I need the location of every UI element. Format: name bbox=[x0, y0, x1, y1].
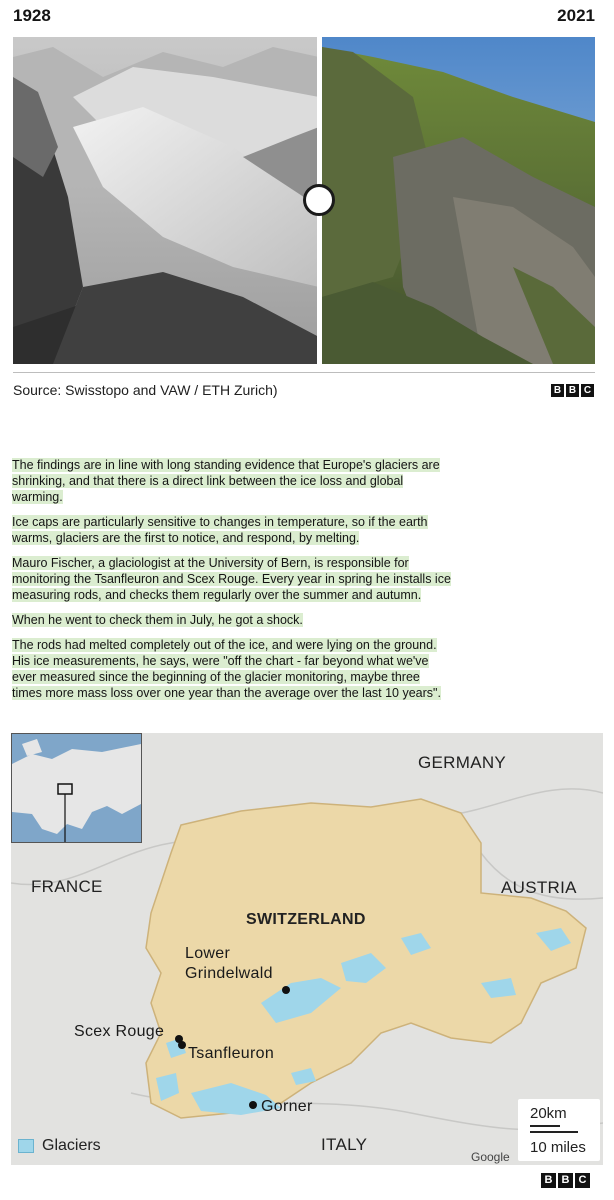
place-label-lower-grindelwald: Lower Grindelwald bbox=[185, 945, 273, 982]
marker-tsanfleuron bbox=[178, 1041, 186, 1049]
bbc-logo-letter: B bbox=[541, 1173, 556, 1188]
glacier-legend-swatch bbox=[18, 1139, 34, 1153]
place-label-scex-rouge: Scex Rouge bbox=[74, 1023, 165, 1040]
legend-label: Glaciers bbox=[42, 1137, 101, 1154]
place-label-gorner: Gorner bbox=[261, 1098, 313, 1115]
country-label-austria: AUSTRIA bbox=[501, 878, 577, 897]
year-2021-label: 2021 bbox=[557, 6, 595, 25]
article-paragraph: Ice caps are particularly sensitive to changes in temperature, so if the earth warms, glaciers are the first to notice, and respond, by melting. bbox=[12, 515, 428, 545]
bbc-logo bbox=[551, 384, 594, 397]
photo-2021 bbox=[322, 37, 595, 364]
article-paragraph: When he went to check them in July, he got a shock. bbox=[12, 613, 303, 627]
bbc-logo-letter: B bbox=[551, 384, 564, 397]
country-label-germany: GERMANY bbox=[418, 753, 507, 772]
bbc-logo bbox=[541, 1173, 590, 1188]
map-attribution: Google bbox=[471, 1150, 510, 1164]
bbc-logo-letter: C bbox=[581, 384, 594, 397]
bbc-logo-letter: B bbox=[558, 1173, 573, 1188]
image-source-caption: Source: Swisstopo and VAW / ETH Zurich) bbox=[13, 382, 278, 398]
article-paragraph: Mauro Fischer, a glaciologist at the University of Bern, is responsible for monitoring the Tsanfleuron and Scex Rouge. Every year in spring he installs ice measuring rods, and checks them regularly over the summer and autumn. bbox=[12, 556, 451, 602]
bbc-logo-letter: C bbox=[575, 1173, 590, 1188]
year-1928-label: 1928 bbox=[13, 6, 51, 25]
article-paragraph: The rods had melted completely out of the ice, and were lying on the ground. His ice measurements, he says, were "off the chart - far beyond what we've ever measured since the beginning of the glacier monitoring, maybe three times more mass loss over one year than the average over the last 10 years". bbox=[12, 638, 441, 700]
country-label-france: FRANCE bbox=[31, 877, 103, 896]
slider-handle[interactable] bbox=[303, 184, 335, 216]
map-legend bbox=[18, 1137, 101, 1155]
bbc-logo-letter: B bbox=[566, 384, 579, 397]
glacier-comparison-slider[interactable] bbox=[13, 37, 595, 364]
article-paragraph: The findings are in line with long standing evidence that Europe's glaciers are shrinking, and that there is a direct link between the ice loss and global warming. bbox=[12, 458, 440, 504]
scale-km-line bbox=[530, 1125, 560, 1127]
scale-miles-label: 10 miles bbox=[530, 1139, 586, 1156]
photo-1928 bbox=[13, 37, 319, 364]
map-scale-bar bbox=[518, 1099, 600, 1161]
place-label-tsanfleuron: Tsanfleuron bbox=[188, 1045, 275, 1062]
marker-lower-grindelwald bbox=[282, 986, 290, 994]
country-label-switzerland: SWITZERLAND bbox=[246, 911, 366, 928]
caption-divider bbox=[13, 372, 595, 373]
scale-miles-line bbox=[530, 1131, 578, 1133]
scale-km-label: 20km bbox=[530, 1105, 567, 1122]
marker-gorner bbox=[249, 1101, 257, 1109]
article-body bbox=[12, 457, 452, 710]
switzerland-glacier-map bbox=[11, 733, 603, 1165]
country-label-italy: ITALY bbox=[321, 1135, 368, 1154]
